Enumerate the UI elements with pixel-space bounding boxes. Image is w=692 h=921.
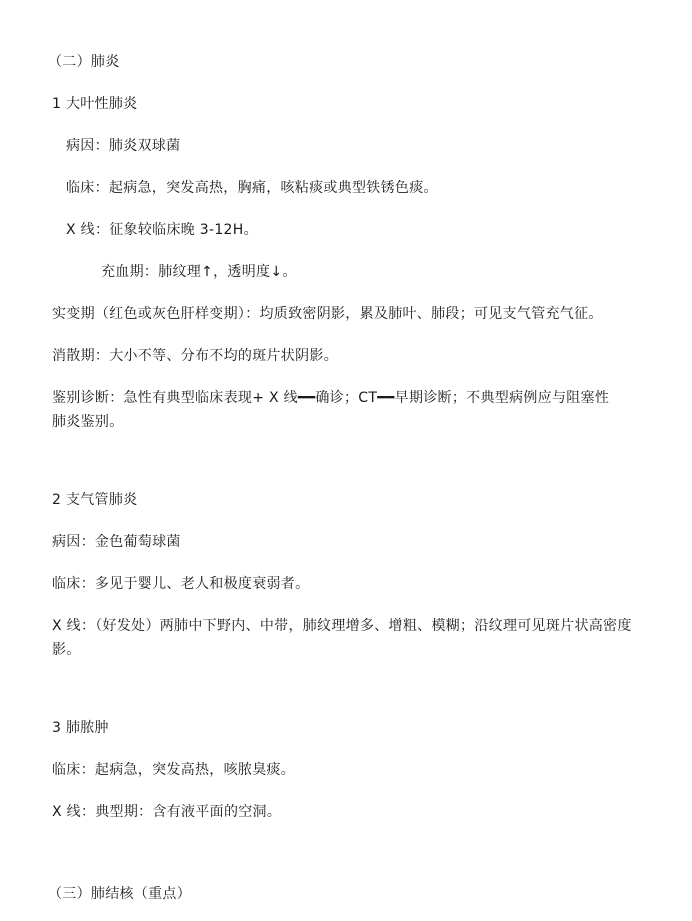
bronchial-clinical: 临床：多见于婴儿、老人和极度衰弱者。 (52, 576, 310, 592)
section-heading-pneumonia: （二）肺炎 (48, 54, 120, 70)
subheading-lung-abscess: 3 肺脓肿 (52, 720, 109, 736)
lobar-consolidation-stage: 实变期（红色或灰色肝样变期）：均质致密阴影，累及肺叶、肺段；可见支气管充气征。 (52, 306, 603, 322)
abscess-clinical: 临床：起病急，突发高热，咳脓臭痰。 (52, 762, 296, 778)
lobar-clinical: 临床：起病急，突发高热，胸痛，咳粘痰或典型铁锈色痰。 (66, 180, 438, 196)
subheading-lobar-pneumonia: 1 大叶性肺炎 (52, 96, 138, 112)
subheading-bronchopneumonia: 2 支气管肺炎 (52, 492, 138, 508)
lobar-differential-diagnosis: 鉴别诊断：急性有典型临床表现+ X 线━━确诊；CT━━早期诊断；不典型病例应与阻塞性肺炎鉴别。 (52, 390, 610, 430)
bronchial-cause: 病因：金色葡萄球菌 (52, 534, 181, 550)
lobar-xray: X 线：征象较临床晚 3-12H。 (66, 222, 258, 238)
lobar-congestion-stage: 充血期：肺纹理↑，透明度↓。 (101, 264, 297, 280)
section-heading-tuberculosis: （三）肺结核（重点） (48, 886, 191, 902)
bronchial-xray: X 线：（好发处）两肺中下野内、中带，肺纹理增多、增粗、模糊；沿纹理可见斑片状高密度影。 (52, 618, 632, 658)
lobar-resolution-stage: 消散期：大小不等、分布不均的斑片状阴影。 (52, 348, 338, 364)
abscess-xray: X 线：典型期：含有液平面的空洞。 (52, 804, 282, 820)
lobar-cause: 病因：肺炎双球菌 (66, 138, 181, 154)
